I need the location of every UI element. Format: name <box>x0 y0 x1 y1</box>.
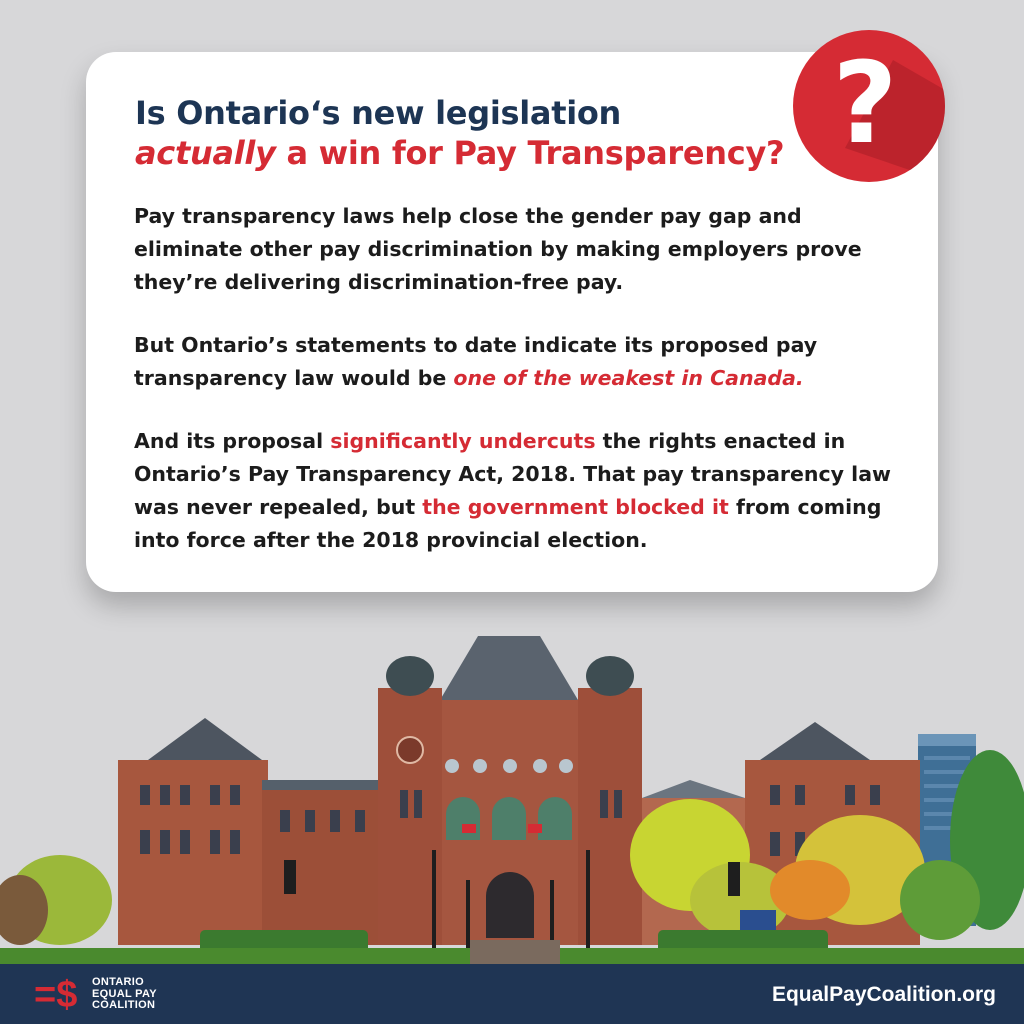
paragraph-3-text-b: the rights enacted in Ontario’s Pay Transparency Act, 2018. That pay transparency law was never repealed, but <box>134 429 891 519</box>
question-glyph: ? <box>832 39 898 169</box>
question-badge <box>793 30 945 182</box>
question-mark-icon <box>793 30 945 182</box>
paragraph-3 <box>134 425 914 557</box>
equal-dollar-logo-icon <box>34 974 88 1014</box>
highlight-weakest: one of the weakest in Canada. <box>453 366 804 390</box>
headline-accent: actually <box>135 134 276 172</box>
paragraph-1: Pay transparency laws help close the gender pay gap and eliminate other pay discrimination by making employers prove they’re delivering discrimination-free pay. <box>134 204 862 294</box>
logo-wordmark <box>92 977 157 1012</box>
highlight-blocked: the government blocked it <box>422 495 729 519</box>
paragraph-2 <box>134 329 914 395</box>
logo-line-3: COALITION <box>92 999 156 1011</box>
paragraph-3-text-c: from coming into force after the 2018 provincial election. <box>134 495 882 552</box>
logo-symbol: =$ <box>34 974 78 1014</box>
logo-line-2: EQUAL PAY <box>92 987 157 1000</box>
website-link[interactable]: EqualPayCoalition.org <box>771 983 996 1006</box>
paragraph-2-text: But Ontario’s statements to date indicate its proposed pay transparency law would be <box>134 333 818 390</box>
logo-line-1: ONTARIO <box>92 976 145 988</box>
highlight-undercuts: significantly undercuts <box>330 429 596 453</box>
headline-rest: a win for Pay Transparency? <box>275 134 785 172</box>
headline-line-2 <box>135 134 784 172</box>
legislature-building-illustration <box>0 610 1024 966</box>
card-body <box>134 200 914 587</box>
paragraph-3-text-a: And its proposal <box>134 429 331 453</box>
headline-line-1: Is Ontario‘s new legislation <box>135 94 622 132</box>
